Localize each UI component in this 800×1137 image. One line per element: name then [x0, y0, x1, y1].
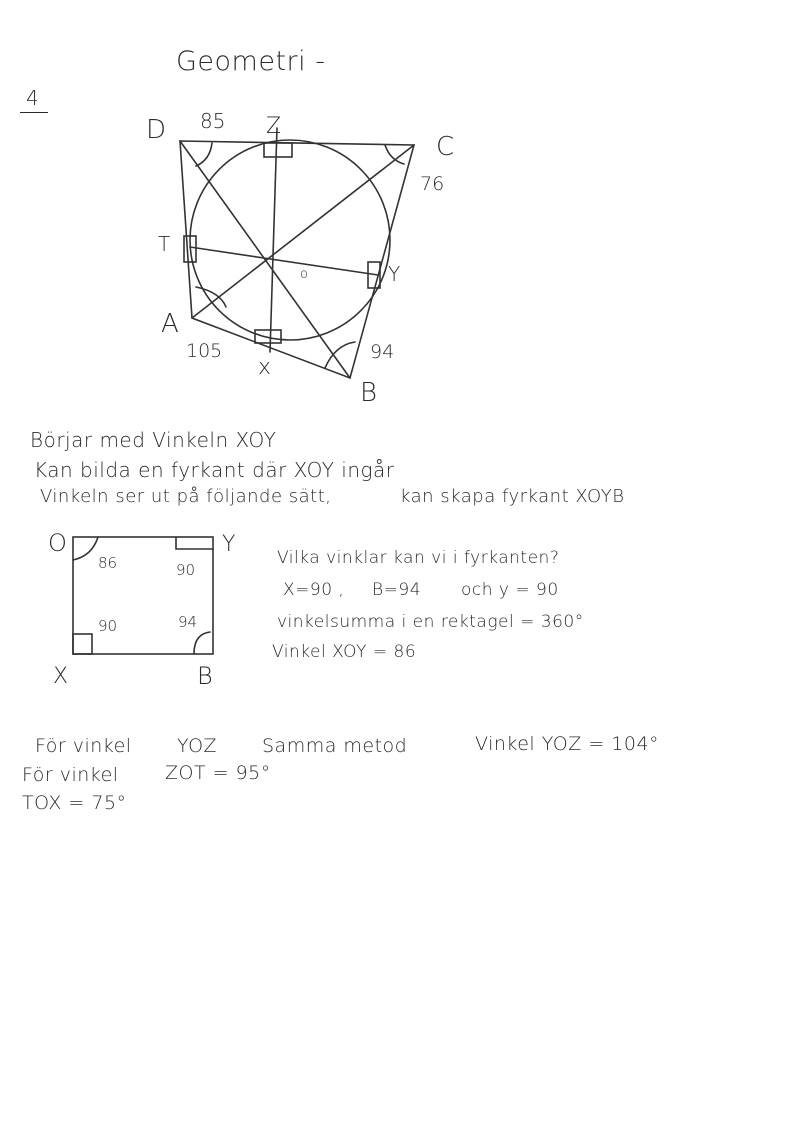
bottom-line-3: TOX = 75° [22, 792, 127, 814]
bottom-line-1a: För vinkel [35, 735, 132, 757]
text-line-1: Börjar med Vinkeln XOY [30, 428, 277, 452]
point-label-o: o [300, 267, 308, 282]
right-angle-x [255, 330, 281, 343]
text-line-3b: kan skapa fyrkant XOYB [400, 486, 625, 507]
segment-ty [190, 247, 378, 275]
rect-label-y: Y [222, 532, 236, 557]
question-line-3: vinkelsumma i en rektagel = 360° [277, 612, 584, 632]
rect-angle-y: 90 [176, 561, 196, 579]
vertex-label-d: D [146, 115, 167, 145]
right-angle-z [264, 143, 292, 157]
segment-zx [270, 128, 277, 352]
angle-label-a: 105 [186, 340, 223, 362]
angle-label-d: 85 [200, 109, 226, 133]
vertex-label-c: C [436, 132, 455, 162]
rect-angle-b: 94 [178, 613, 198, 631]
point-label-z: Z [266, 114, 282, 139]
rect-angle-o: 86 [98, 554, 118, 572]
point-label-t: T [158, 232, 171, 256]
angle-label-c: 76 [420, 173, 445, 195]
problem-number: 4 [26, 86, 40, 110]
rect-angle-x: 90 [98, 617, 118, 635]
question-line-2c: och y = 90 [461, 580, 559, 600]
question-line-2b: B=94 [372, 580, 422, 600]
rect-label-b: B [197, 662, 213, 690]
page-title: Geometri - [176, 46, 326, 77]
bottom-line-1b: YOZ [177, 735, 218, 757]
rect-label-o: O [48, 529, 67, 557]
rect-label-x: X [53, 664, 69, 689]
text-line-2: Kan bilda en fyrkant där XOY ingår [34, 458, 395, 482]
bottom-line-2b: ZOT = 95° [165, 762, 271, 784]
bottom-line-1c: Samma metod [262, 735, 408, 757]
angle-arc-d [196, 143, 212, 166]
text-line-3: Vinkeln ser ut på följande sätt, [40, 486, 332, 507]
question-line-4: Vinkel XOY = 86 [272, 642, 417, 662]
point-label-x: x [258, 355, 272, 380]
angle-label-b: 94 [370, 341, 395, 363]
bottom-line-1d: Vinkel YOZ = 104° [475, 733, 660, 755]
vertex-label-b: B [360, 378, 378, 408]
bottom-line-2a: För vinkel [22, 764, 119, 786]
point-label-y: Y [388, 262, 401, 286]
diagonal-ac [192, 145, 414, 318]
question-line-1: Vilka vinklar kan vi i fyrkanten? [277, 548, 560, 568]
question-line-2a: X=90 , [283, 580, 345, 600]
inscribed-circle [190, 140, 390, 340]
vertex-label-a: A [161, 309, 179, 339]
